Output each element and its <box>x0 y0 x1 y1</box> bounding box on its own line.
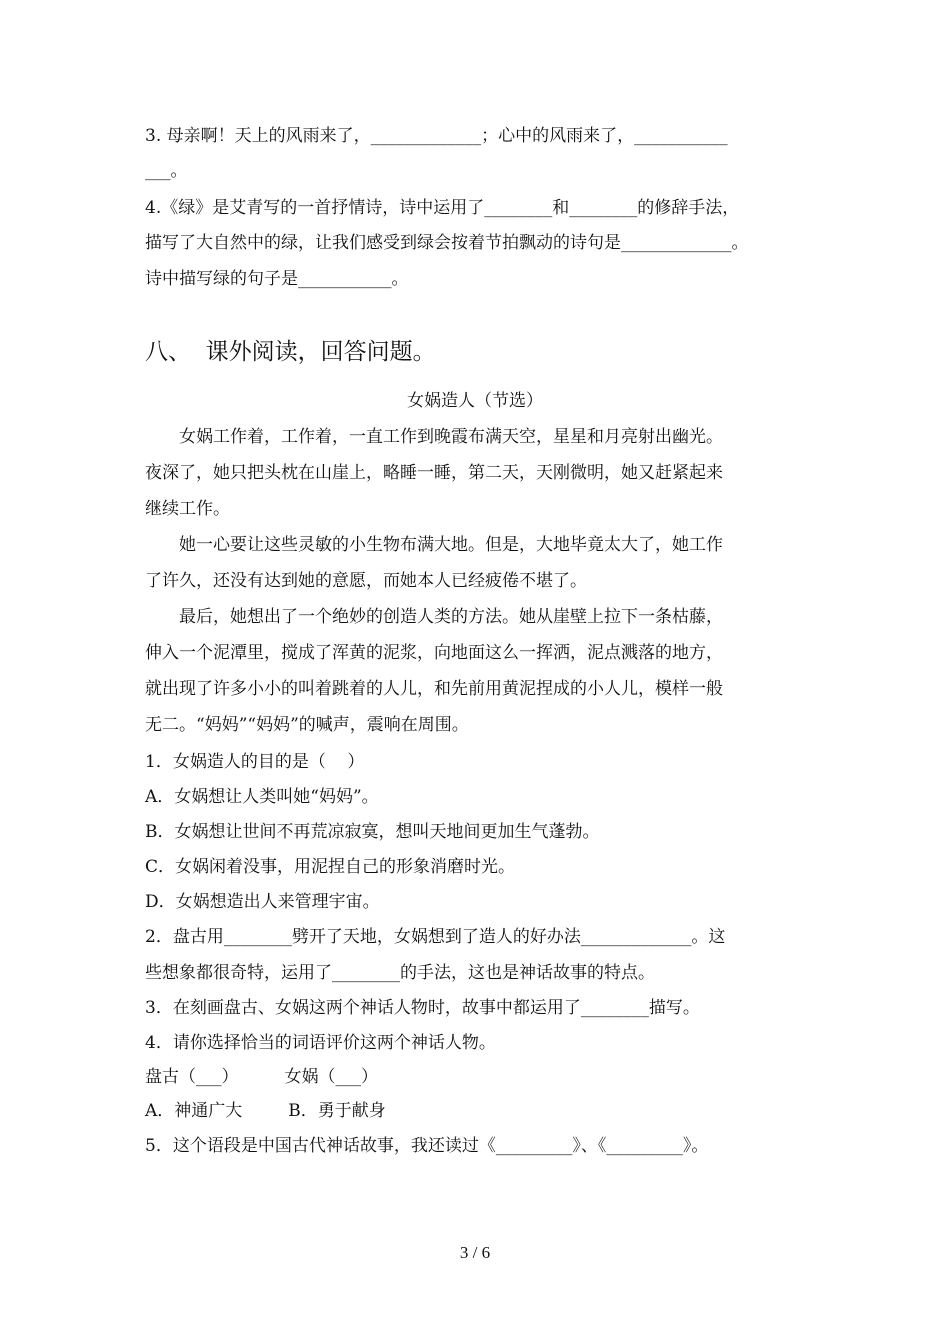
passage-line: 继续工作。 <box>145 499 230 519</box>
question-8-1-option-a: A．女娲想让人类叫她“妈妈”。 <box>145 787 379 807</box>
question-8-1-option-c: C．女娲闲着没事，用泥捏自己的形象消磨时光。 <box>145 857 516 877</box>
question-8-3: 3．在刻画盘古、女娲这两个神话人物时，故事中都运用了________描写。 <box>145 998 700 1018</box>
pangu-blank: 盘古（___） <box>145 1067 239 1087</box>
question-7-4-line-3: 诗中描写绿的句子是___________。 <box>145 269 409 289</box>
passage-line: 无二。“妈妈”“妈妈”的喊声，震响在周围。 <box>145 715 469 735</box>
option-b: B．勇于献身 <box>288 1101 386 1121</box>
question-8-1: 1．女娲造人的目的是（ ） <box>145 752 365 772</box>
page-number: 3 / 6 <box>459 1243 491 1262</box>
question-8-4-options <box>145 1099 386 1123</box>
question-7-3-line-1: 3. 母亲啊！天上的风雨来了，_____________；心中的风雨来了，___________ <box>145 126 728 146</box>
nuwa-blank: 女娲（___） <box>284 1067 378 1087</box>
option-a: A．神通广大 <box>145 1101 243 1121</box>
question-8-4-blanks <box>145 1065 378 1089</box>
question-8-1-option-d: D．女娲想造出人来管理宇宙。 <box>145 892 380 912</box>
passage-line: 就出现了许多小小的叫着跳着的人儿，和先前用黄泥捏成的小人儿，模样一般 <box>145 679 723 699</box>
question-7-4-line-2: 描写了大自然中的绿，让我们感受到绿会按着节拍飘动的诗句是_____________。 <box>145 233 749 253</box>
passage-line: 她一心要让这些灵敏的小生物布满大地。但是，大地毕竟太大了，她工作 <box>179 535 723 555</box>
question-8-2-line-1: 2．盘古用________劈开了天地，女娲想到了造人的好办法_____________。这 <box>145 927 726 947</box>
question-7-3-line-2: ___。 <box>145 161 188 181</box>
section-8-heading: 八、 课外阅读，回答问题。 <box>145 339 436 365</box>
question-7-4-line-1: 4.《绿》是艾青写的一首抒情诗，诗中运用了________和________的修辞手法， <box>145 198 740 218</box>
passage-line: 伸入一个泥潭里，搅成了浑黄的泥浆，向地面这么一挥洒，泥点溅落的地方， <box>145 643 723 663</box>
passage-title: 女娲造人（节选） <box>407 391 543 411</box>
passage-line: 女娲工作着，工作着，一直工作到晚霞布满天空，星星和月亮射出幽光。 <box>179 427 723 447</box>
question-8-1-option-b: B．女娲想让世间不再荒凉寂寞，想叫天地间更加生气蓬勃。 <box>145 822 600 842</box>
question-8-4: 4．请你选择恰当的词语评价这两个神话人物。 <box>145 1033 496 1053</box>
question-8-5: 5．这个语段是中国古代神话故事，我还读过《_________》、《_________》。 <box>145 1136 709 1156</box>
passage-line: 夜深了，她只把头枕在山崖上，略睡一睡，第二天，天刚微明，她又赶紧起来 <box>145 463 723 483</box>
question-8-2-line-2: 些想象都很奇特，运用了________的手法，这也是神话故事的特点。 <box>145 963 655 983</box>
passage-line: 了许久，还没有达到她的意愿，而她本人已经疲倦不堪了。 <box>145 571 587 591</box>
passage-line: 最后，她想出了一个绝妙的创造人类的方法。她从崖壁上拉下一条枯藤， <box>179 607 723 627</box>
